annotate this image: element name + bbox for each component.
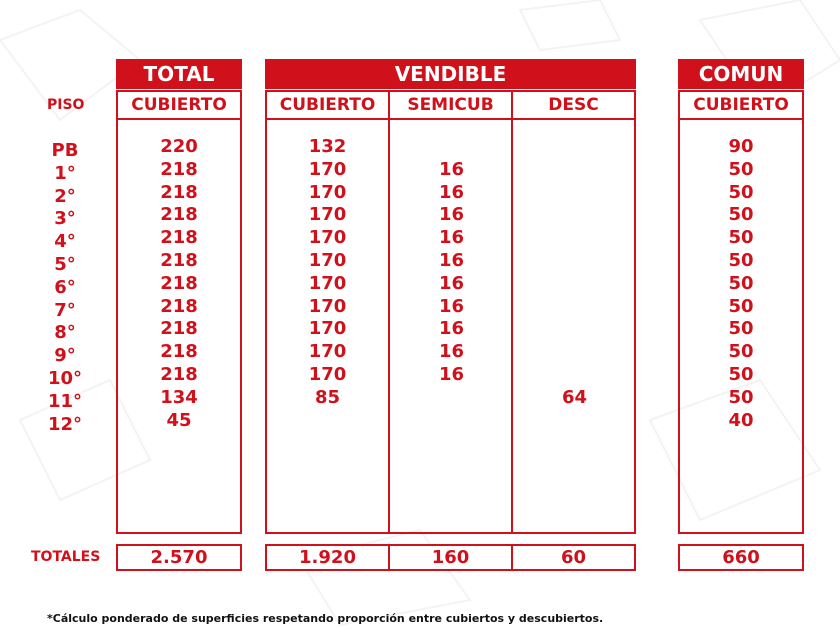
vend-cubierto-cell: 170 [308, 363, 347, 385]
total-cubierto-cell: 134 [160, 386, 198, 408]
vend-desc-cell [513, 250, 636, 273]
totales-label: TOTALES [31, 549, 101, 565]
comun-cubierto-subheader: CUBIERTO [678, 90, 804, 120]
total-cubierto-cell: 218 [160, 181, 198, 203]
footnote: *Cálculo ponderado de superficies respetando proporción entre cubiertos y descubiertos. [47, 612, 604, 625]
vend-cubierto-cell: 170 [308, 272, 347, 294]
vend-cubierto-cell [265, 410, 390, 433]
vend-semicub-cell: 16 [438, 341, 465, 363]
comun-cubierto-cell: 50 [728, 318, 754, 340]
vendible-semicub-subheader: SEMICUB [388, 90, 513, 120]
vend-semicub-cell: 16 [438, 249, 465, 271]
floor-label: 11° [47, 390, 83, 412]
vend-semicub-cell: 16 [438, 363, 465, 385]
total-cubierto-column [116, 136, 242, 432]
vend-cubierto-cell: 170 [308, 158, 347, 180]
comun-cubierto-cell: 50 [728, 386, 754, 408]
total-cubierto-cell: 218 [160, 363, 198, 385]
vend-cubierto-cell: 170 [308, 341, 347, 363]
floor-label: 4° [54, 231, 76, 253]
comun-cubierto-cell: 50 [728, 272, 754, 294]
floor-label: 3° [54, 208, 76, 230]
vend-cubierto-cell: 170 [308, 181, 347, 203]
comun-cubierto-column [678, 136, 804, 432]
total-cubierto-cell: 218 [160, 249, 198, 271]
vend-semicub-cell: 16 [438, 204, 465, 226]
piso-label: PISO [47, 97, 85, 113]
vend-semicub-total: 160 [388, 544, 513, 571]
vend-desc-cell [513, 410, 636, 433]
vendible-desc-subheader: DESC [511, 90, 636, 120]
vend-cubierto-cell: 170 [308, 318, 347, 340]
vend-semicub-cell: 16 [438, 295, 465, 317]
vend-desc-column [513, 136, 636, 432]
comun-cubierto-cell: 50 [728, 249, 754, 271]
vend-semicub-cell: 16 [438, 227, 465, 249]
floor-label: 5° [54, 253, 76, 275]
total-cubierto-cell: 45 [166, 409, 192, 431]
floor-label: 8° [54, 322, 76, 344]
vend-semicub-column [390, 136, 513, 432]
floor-label: 7° [54, 299, 76, 321]
floor-label: 12° [47, 413, 83, 435]
vendible-cubierto-subheader: CUBIERTO [265, 90, 390, 120]
floor-column [40, 140, 90, 436]
total-cubierto-cell: 218 [160, 204, 198, 226]
total-cubierto-cell: 218 [160, 341, 198, 363]
comun-cubierto-cell: 90 [728, 136, 754, 157]
floor-label: 10° [47, 367, 83, 389]
comun-cubierto-cell: 50 [728, 295, 754, 317]
vend-desc-cell [513, 296, 636, 319]
vendible-header: VENDIBLE [265, 59, 636, 89]
vend-cubierto-cell: 170 [308, 295, 347, 317]
vend-desc-cell [513, 273, 636, 296]
vend-cubierto-cell: 170 [308, 204, 347, 226]
floor-label: 9° [54, 345, 76, 367]
vend-desc-cell: 64 [561, 386, 588, 408]
comun-cubierto-cell: 50 [728, 363, 754, 385]
total-cubierto-cell: 218 [160, 318, 198, 340]
comun-header: COMUN [678, 59, 804, 89]
comun-cubierto-cell: 40 [728, 409, 754, 431]
comun-cubierto-cell: 50 [728, 158, 754, 180]
total-cubierto-subheader: CUBIERTO [116, 90, 242, 120]
total-cubierto-cell: 218 [160, 295, 198, 317]
vend-cubierto-cell: 132 [308, 136, 347, 157]
vend-desc-cell [513, 204, 636, 227]
vend-cubierto-total: 1.920 [265, 544, 390, 571]
vend-semicub-cell [390, 410, 513, 433]
comun-cubierto-cell: 50 [728, 341, 754, 363]
vend-semicub-cell: 16 [438, 158, 465, 180]
total-cubierto-cell: 220 [160, 136, 198, 157]
comun-cubierto-cell: 50 [728, 181, 754, 203]
vend-desc-total: 60 [511, 544, 636, 571]
total-cubierto-cell: 218 [160, 272, 198, 294]
vend-semicub-cell [390, 387, 513, 410]
comun-cubierto-cell: 50 [728, 227, 754, 249]
vend-cubierto-cell: 170 [308, 227, 347, 249]
vend-desc-cell [513, 341, 636, 364]
vend-desc-cell [513, 136, 636, 159]
total-cubierto-cell: 218 [160, 227, 198, 249]
comun-cubierto-cell: 50 [728, 204, 754, 226]
floor-label: 2° [54, 185, 76, 207]
vend-semicub-cell: 16 [438, 272, 465, 294]
total-cubierto-total: 2.570 [116, 544, 242, 571]
floor-label: PB [51, 140, 79, 161]
total-cubierto-cell: 218 [160, 158, 198, 180]
vend-semicub-cell: 16 [438, 181, 465, 203]
vend-desc-cell [513, 227, 636, 250]
vend-desc-cell [513, 318, 636, 341]
vend-cubierto-column [265, 136, 390, 432]
vend-cubierto-cell: 170 [308, 249, 347, 271]
vend-cubierto-cell: 85 [314, 386, 341, 408]
vend-desc-cell [513, 364, 636, 387]
floor-label: 6° [54, 276, 76, 298]
total-header: TOTAL [116, 59, 242, 89]
comun-cubierto-total: 660 [678, 544, 804, 571]
vend-desc-cell [513, 159, 636, 182]
floor-label: 1° [54, 162, 76, 184]
vend-desc-cell [513, 182, 636, 205]
vend-semicub-cell [390, 136, 513, 159]
vend-semicub-cell: 16 [438, 318, 465, 340]
